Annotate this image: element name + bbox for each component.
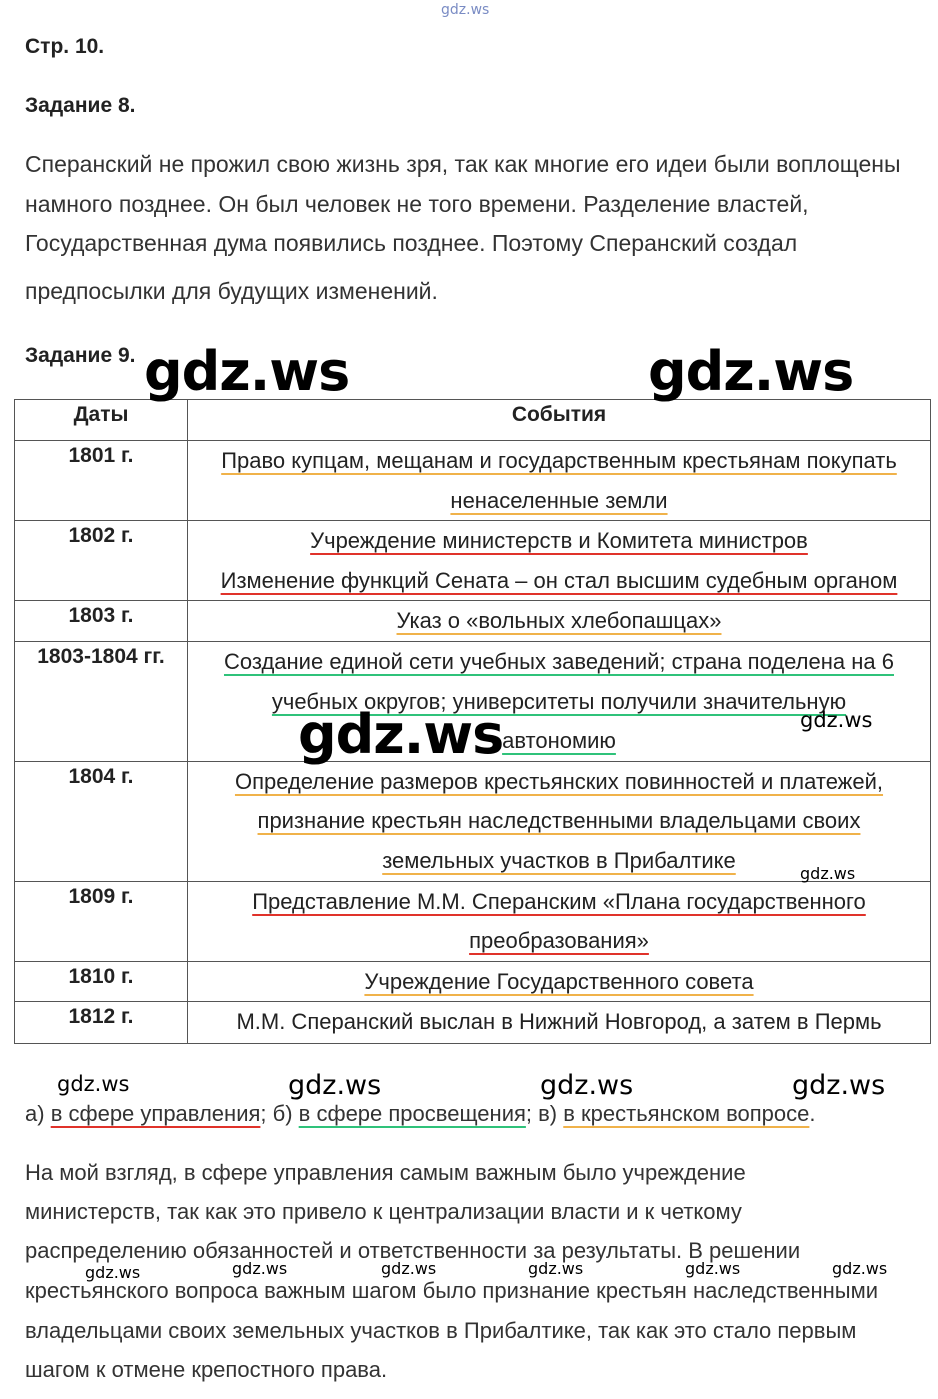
row-event — [188, 601, 931, 642]
event-line: Изменение функций Сената – он стал высшим судебным органом — [220, 567, 898, 593]
watermark-row-1: gdz.ws — [57, 1072, 130, 1096]
conclusion-line: владельцами своих земельных участков в Прибалтике, так как это стало первым — [25, 1318, 857, 1343]
page-number: Стр. 10. — [25, 35, 105, 58]
watermark-big-left: gdz.ws — [144, 340, 350, 403]
row-event — [188, 441, 931, 521]
event-line: Представление М.М. Сперанским «Плана государственного — [252, 888, 866, 914]
row-date: 1802 г. — [15, 521, 188, 601]
sphere-c-prefix: ; в) — [525, 1101, 564, 1126]
table-row — [15, 441, 931, 521]
watermark-bottom-5: gdz.ws — [685, 1259, 741, 1278]
watermark-row-2: gdz.ws — [288, 1070, 382, 1101]
task8-line: Государственная дума появились позднее. Поэтому Сперанский создал — [25, 230, 798, 256]
row-event — [188, 961, 931, 1002]
event-line: преобразования» — [469, 928, 649, 953]
event-line: земельных участков в Прибалтике — [382, 847, 736, 873]
sphere-end: . — [809, 1101, 816, 1126]
event-line: Создание единой сети учебных заведений; страна поделена на 6 — [223, 649, 894, 674]
event-line: учебных округов; университеты получили значительную — [271, 688, 847, 714]
row-date: 1804 г. — [15, 761, 188, 881]
event-line: признание крестьян наследственными владельцами своих — [257, 808, 861, 833]
event-line: Учреждение Государственного совета — [364, 968, 754, 994]
event-line: автономию — [502, 728, 616, 753]
watermark-small-table: gdz.ws — [800, 708, 873, 732]
watermark-bottom-4: gdz.ws — [528, 1259, 584, 1278]
row-date: 1801 г. — [15, 441, 188, 521]
conclusion-line: шагом к отмене крепостного права. — [25, 1357, 388, 1382]
sphere-a-prefix: а) — [25, 1101, 51, 1126]
table-row — [15, 881, 931, 961]
watermark-bottom-3: gdz.ws — [381, 1259, 437, 1278]
table-row — [15, 521, 931, 601]
row-event — [188, 881, 931, 961]
event-line: М.М. Сперанский выслан в Нижний Новгород, а затем в Пермь — [236, 1009, 882, 1034]
event-line: Учреждение министерств и Комитета министров — [310, 528, 808, 553]
table-row — [15, 601, 931, 642]
row-date: 1803 г. — [15, 601, 188, 642]
watermark-tiny-table: gdz.ws — [800, 864, 856, 883]
header-dates: Даты — [15, 400, 188, 441]
watermark-bottom-6: gdz.ws — [832, 1259, 888, 1278]
row-date: 1803-1804 гг. — [15, 642, 188, 762]
row-event — [188, 1002, 931, 1044]
row-event — [188, 521, 931, 601]
row-date: 1810 г. — [15, 961, 188, 1002]
sphere-management: в сфере управления — [50, 1101, 261, 1126]
task8-line: намного позднее. Он был человек не того времени. Разделение властей, — [25, 191, 809, 217]
watermark-row-3: gdz.ws — [540, 1070, 634, 1101]
row-date: 1809 г. — [15, 881, 188, 961]
task8-line: предпосылки для будущих изменений. — [25, 278, 438, 304]
row-event — [188, 761, 931, 881]
watermark-big-right: gdz.ws — [648, 340, 854, 403]
watermark-row-4: gdz.ws — [792, 1070, 886, 1101]
sphere-peasant: в крестьянском вопросе — [563, 1101, 810, 1126]
header-events: События — [188, 400, 931, 441]
sphere-b-prefix: ; б) — [260, 1101, 299, 1126]
table-row — [15, 961, 931, 1002]
event-line: Определение размеров крестьянских повинностей и платежей, — [234, 768, 884, 794]
event-line: ненаселенные земли — [450, 487, 668, 513]
sphere-education: в сфере просвещения — [298, 1101, 526, 1126]
watermark-bottom-2: gdz.ws — [232, 1259, 288, 1278]
watermark-top: gdz.ws — [441, 2, 490, 18]
table-header-row — [15, 400, 931, 441]
conclusion-line: распределению обязанностей и ответственности за результаты. В решении — [25, 1238, 801, 1263]
table-row — [15, 761, 931, 881]
event-line: Указ о «вольных хлебопашцах» — [396, 608, 722, 633]
spheres-line — [25, 1101, 816, 1127]
table-row — [15, 1002, 931, 1044]
task8-title: Задание 8. — [25, 94, 136, 117]
task8-line: Сперанский не прожил свою жизнь зря, так как многие его идеи были воплощены — [25, 151, 901, 177]
watermark-bottom-1: gdz.ws — [85, 1263, 141, 1282]
conclusion-line: министерств, так как это привело к централизации власти и к четкому — [25, 1199, 742, 1224]
conclusion-line: На мой взгляд, в сфере управления самым важным было учреждение — [25, 1160, 746, 1185]
task9-title: Задание 9. — [25, 344, 136, 367]
event-line: Право купцам, мещанам и государственным крестьянам покупать — [221, 448, 897, 473]
conclusion-line: крестьянского вопроса важным шагом было признание крестьян наследственными — [25, 1278, 879, 1303]
watermark-big-center: gdz.ws — [298, 703, 504, 766]
row-date: 1812 г. — [15, 1002, 188, 1044]
